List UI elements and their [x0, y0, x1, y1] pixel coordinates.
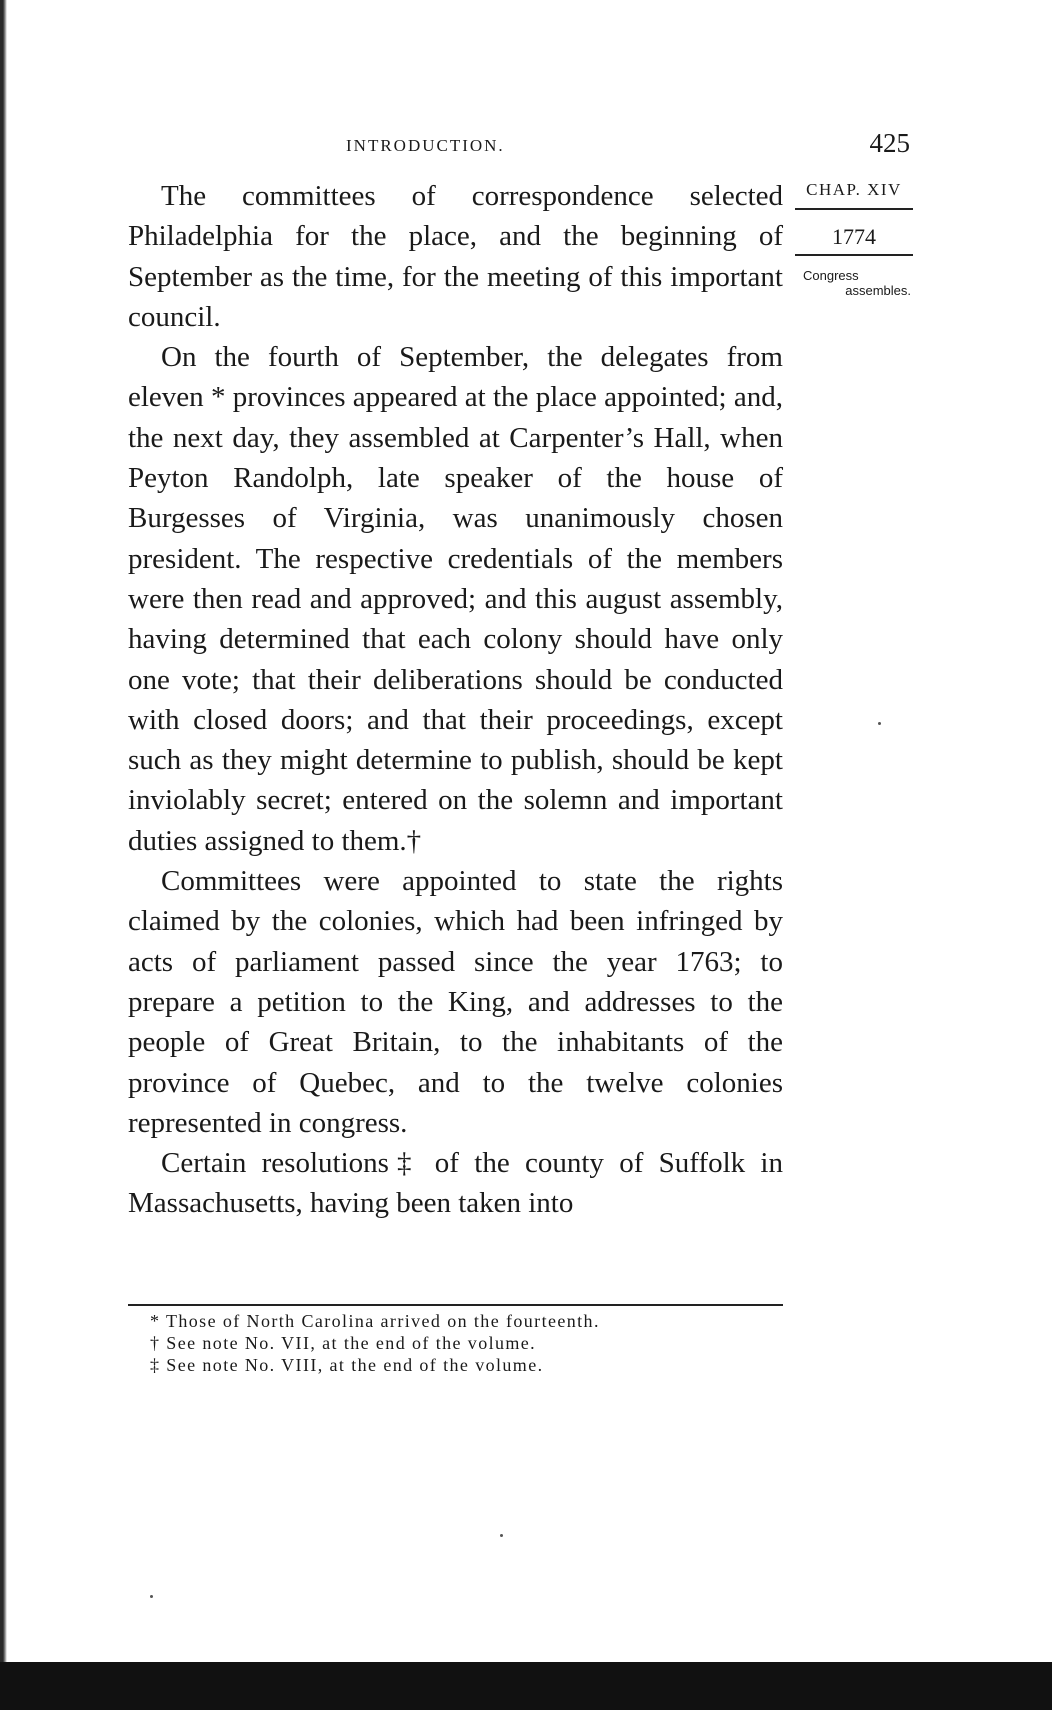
body-text: [128, 176, 783, 1224]
year-label: 1774: [795, 210, 913, 256]
scan-speck: [500, 1534, 503, 1537]
paragraph: On the fourth of September, the delegates from eleven * provinces appeared at the place appointed; and, the next day, they assembled at Carpenter’s Hall, when Peyton Randolph, late speaker of the house of Burgesses of Virginia, was unanimously chosen president. The respective credentials of the members were then read and approved; and this august assembly, having determined that each colony should have only one vote; that their deliberations should be conducted with closed doors; and that their proceedings, except such as they might determine to publish, should be kept inviolably secret; entered on the solemn and important duties assigned to them.†: [128, 341, 783, 857]
running-head: INTRODUCTION.: [346, 136, 505, 155]
chapter-label: CHAP. XIV: [795, 180, 913, 210]
paragraph: Certain resolutions‡ of the county of Suffolk in Massachusetts, having been taken into: [128, 1147, 783, 1220]
scan-speck: [150, 1595, 153, 1598]
page-binding-edge: [0, 0, 7, 1700]
page-header: [128, 128, 910, 168]
sidenote: [795, 256, 913, 298]
footnote: ‡ See note No. VIII, at the end of the volume.: [150, 1355, 544, 1375]
paragraph: Committees were appointed to state the rights claimed by the colonies, which had been infringed by acts of parliament passed since the year 1763; to prepare a petition to the King, and addresses to the people of Great Britain, to the inhabitants of the province of Quebec, and to the twelve colonies represented in congress.: [128, 865, 783, 1139]
page-number: 425: [869, 128, 910, 158]
sidenote-line-2: assembles.: [845, 283, 911, 298]
footnote: † See note No. VII, at the end of the volume.: [150, 1333, 537, 1353]
paragraph: The committees of correspondence selected Philadelphia for the place, and the beginning of September as the time, for the meeting of this important council.: [128, 180, 783, 333]
margin-notes: [795, 180, 913, 298]
scan-speck: [878, 722, 881, 725]
footnotes: [128, 1304, 783, 1376]
scan-bottom-edge: [0, 1662, 1052, 1710]
footnote: * Those of North Carolina arrived on the fourteenth.: [150, 1311, 600, 1331]
sidenote-line-1: Congress: [803, 268, 859, 283]
